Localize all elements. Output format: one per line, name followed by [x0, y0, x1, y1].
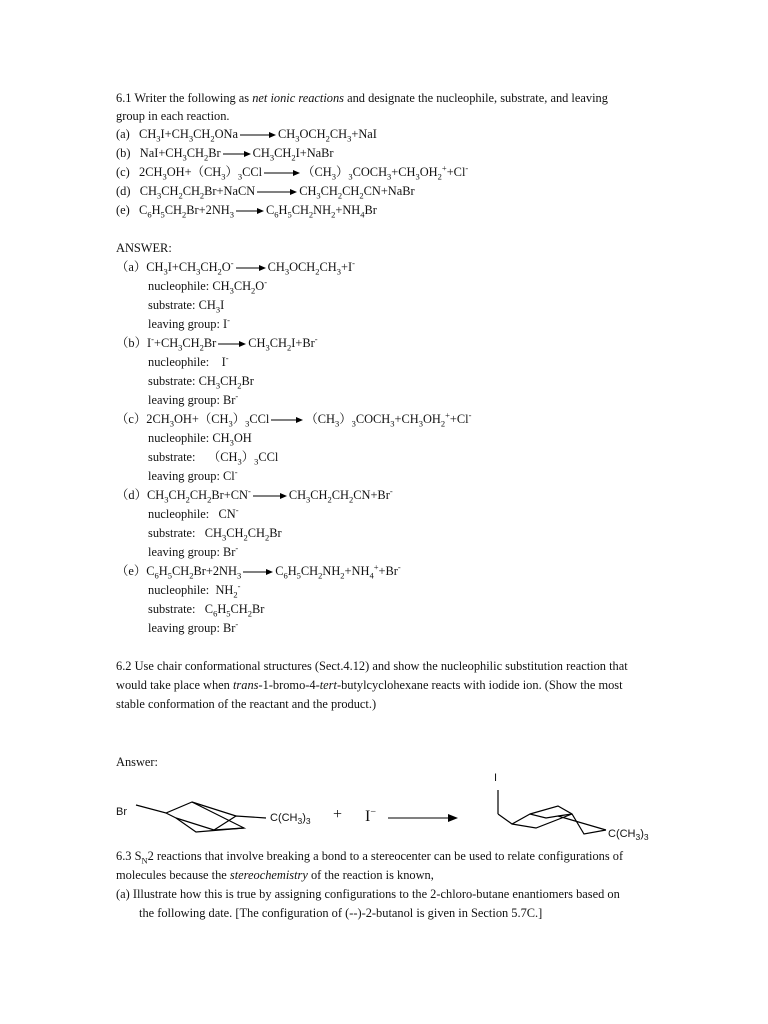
q62-line2: would take place when trans-1-bromo-4-tert-butylcyclohexane reacts with iodide ion. (Show the most: [116, 678, 623, 692]
arrow-icon: [257, 188, 297, 196]
q62-line3: stable conformation of the reactant and the product.): [116, 697, 377, 711]
plus-sign: +: [333, 806, 343, 823]
answer-e-nucleophile: nucleophile: $NH_2^-$: [148, 580, 241, 600]
answer-e-substrate: substrate: $C_6H_5CH_2Br$: [148, 602, 265, 619]
answer-a-substrate: substrate: $CH_3I$: [148, 298, 225, 315]
arrow-icon: [243, 568, 273, 576]
q61-reaction-c: (c) $2CH_3OH+(CH_3)_3CCl$ $(CH_3)_3COCH_3+CH_3OH_2^++Cl^-$: [116, 162, 469, 182]
bromo-label: Br: [116, 806, 127, 818]
arrow-icon: [218, 340, 246, 348]
reactant-chair-structure: [114, 790, 274, 840]
answer-a-nucleophile: nucleophile: $CH_3CH_2O^-$: [148, 276, 268, 296]
answer-c-leaving: leaving group: Cl-: [148, 466, 238, 483]
q61-reaction-b: (b) $NaI+CH_3CH_2Br$ $CH_3CH_2I+NaBr$: [116, 146, 334, 163]
answer-e-reaction: $(e)C_6H_5CH_2Br+2NH_3$ $C_6H_5CH_2NH_2+NH_4^++Br^-$: [116, 561, 401, 581]
answer-heading: ANSWER:: [116, 241, 172, 255]
q62-answer-label: Answer:: [116, 755, 158, 769]
arrow-icon: [236, 264, 266, 272]
answer-a-leaving: leaving group: I-: [148, 314, 230, 331]
arrow-icon: [264, 169, 300, 177]
reaction-arrow-icon: [388, 813, 458, 823]
q63-line1: 6.3 $S_N2$ reactions that involve breaking a bond to a stereocenter can be used to relate configurations of: [116, 849, 624, 866]
q63-line4: the following date. [The configuration of (--)-2-butanol is given in Section 5.7C.]: [139, 906, 543, 920]
q61-reaction-a: (a) $CH_3I+CH_3CH_2ONa$ $CH_3OCH_2CH_3+NaI$: [116, 127, 377, 144]
answer-b-substrate: substrate: $CH_3CH_2Br$: [148, 374, 254, 391]
answer-e-leaving: leaving group: Br-: [148, 618, 239, 635]
answer-c-substrate: substrate: $(CH_3)_3CCl$: [148, 450, 279, 467]
arrow-icon: [253, 492, 287, 500]
q62-line1: 6.2 Use chair conformational structures (Sect.4.12) and show the nucleophilic substitution reaction that: [116, 659, 628, 673]
answer-a-reaction: $(a)CH_3I+CH_3CH_2O^-$ $CH_3OCH_2CH_3+I^-$: [116, 257, 355, 277]
answer-d-substrate: substrate: $CH_3CH_2CH_2Br$: [148, 526, 282, 543]
answer-c-reaction: $(c)2CH_3OH+(CH_3)_3CCl$ $(CH_3)_3COCH_3+CH_3OH_2^++Cl^-$: [116, 409, 472, 429]
answer-b-leaving: leaving group: Br-: [148, 390, 239, 407]
answer-d-nucleophile: nucleophile: CN-: [148, 504, 239, 521]
arrow-icon: [240, 131, 276, 139]
q63-line2: molecules because the stereochemistry of the reaction is known,: [116, 868, 434, 882]
tbutyl-label-product: $C(CH_3)_3$: [608, 828, 649, 843]
q61-line1: 6.1 Writer the following as net ionic reactions and designate the nucleophile, substrate, and leaving: [116, 91, 608, 105]
q61-reaction-d: (d) $CH_3CH_2CH_2Br+NaCN$ $CH_3CH_2CH_2CN+NaBr$: [116, 184, 415, 201]
q63-line3: (a) Illustrate how this is true by assigning configurations to the 2-chloro-butane enantiomers based on: [116, 887, 620, 901]
product-chair-structure: [488, 788, 618, 840]
tbutyl-label-reactant: $C(CH_3)_3$: [270, 812, 311, 827]
arrow-icon: [271, 416, 303, 424]
q61-line2: group in each reaction.: [116, 109, 230, 123]
iodide-ion: I−: [365, 806, 376, 825]
arrow-icon: [236, 207, 264, 215]
arrow-icon: [223, 150, 251, 158]
q61-reaction-e: (e) $C_6H_5CH_2Br+2NH_3$ $C_6H_5CH_2NH_2+NH_4Br$: [116, 203, 377, 220]
answer-c-nucleophile: nucleophile: $CH_3OH$: [148, 431, 252, 448]
answer-b-reaction: $(b)I^-+CH_3CH_2Br$ $CH_3CH_2I+Br^-$: [116, 333, 318, 353]
iodo-label: I: [494, 772, 498, 784]
answer-d-leaving: leaving group: Br-: [148, 542, 239, 559]
answer-b-nucleophile: nucleophile: I-: [148, 352, 229, 369]
answer-d-reaction: $(d)CH_3CH_2CH_2Br+CN^-$ $CH_3CH_2CH_2CN+Br^-$: [116, 485, 393, 505]
